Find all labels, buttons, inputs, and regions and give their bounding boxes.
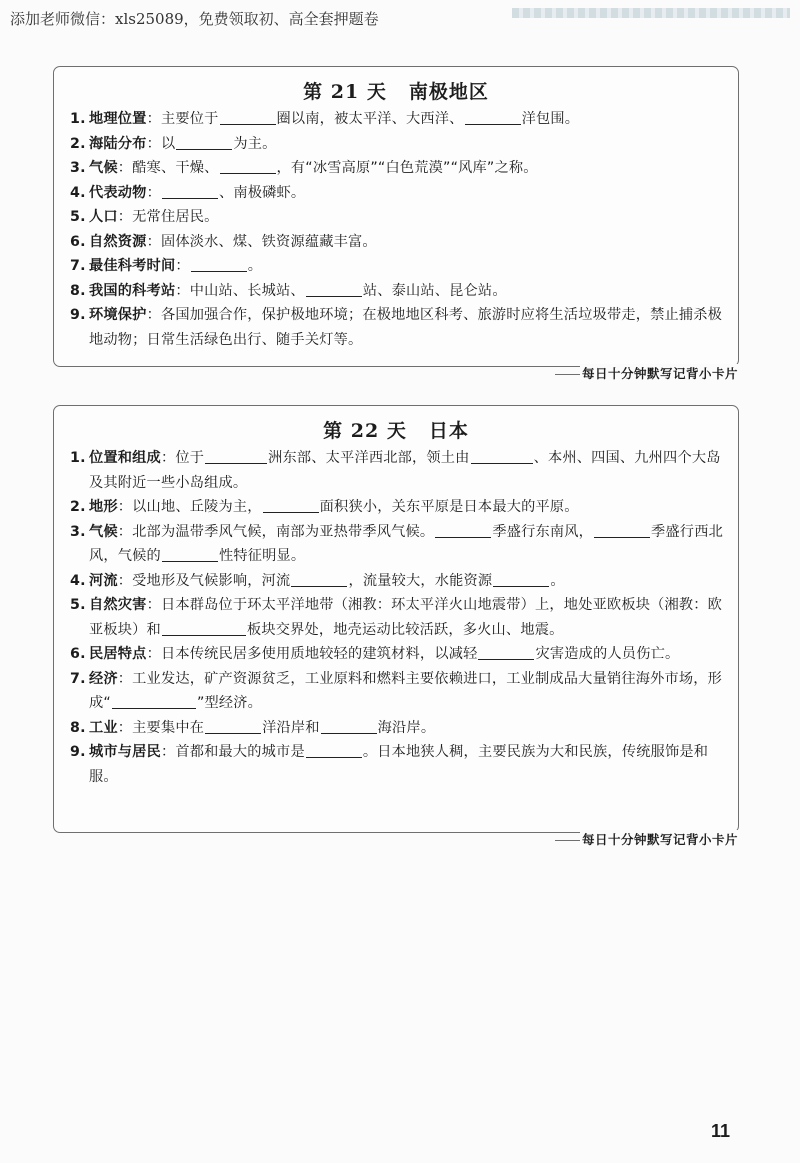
fill-blank[interactable] <box>162 546 218 562</box>
item-text: ：无常住居民。 <box>117 209 219 225</box>
item-text: 。 <box>247 258 263 274</box>
fill-blank[interactable] <box>220 158 276 174</box>
list-item <box>66 254 726 279</box>
fill-blank[interactable] <box>112 693 196 709</box>
list-item <box>66 205 726 230</box>
fill-blank[interactable] <box>291 571 347 587</box>
fill-blank[interactable] <box>162 183 218 199</box>
item-term: 海陆分布 <box>89 135 147 152</box>
item-text: ：各国加强合作，保护极地环境；在极地地区科考、旅游时应将生活垃圾带走，禁止捕杀极地动物；日常生活绿色出行、随手关灯等。 <box>89 307 723 348</box>
item-text: 圈以南，被太平洋、大西洋、 <box>276 111 464 127</box>
item-text: ：主要集中在 <box>117 719 205 736</box>
item-text: 洲东部、太平洋西北部，领土由 <box>268 450 470 466</box>
item-text: ：主要位于 <box>146 111 219 127</box>
fill-blank[interactable] <box>465 109 521 125</box>
item-text: ： <box>146 184 161 201</box>
list-item <box>66 303 726 352</box>
item-text: ：位于 <box>160 450 205 466</box>
list-item <box>66 107 726 132</box>
item-term: 气候 <box>89 523 118 540</box>
list-item <box>66 132 726 157</box>
card-day-22 <box>53 405 739 833</box>
card-day-label: 第 21 天 <box>303 81 387 103</box>
item-term: 最佳科考时间 <box>89 258 176 274</box>
item-number: 2. <box>70 499 86 515</box>
list-item <box>66 230 726 255</box>
item-term: 地理位置 <box>89 111 147 127</box>
list-item <box>66 593 726 642</box>
item-number: 6. <box>70 646 86 662</box>
card-title-day-22 <box>54 416 738 443</box>
item-term: 地形 <box>89 499 118 515</box>
item-term: 位置和组成 <box>89 450 161 466</box>
card-day-21 <box>53 66 739 367</box>
item-number: 9. <box>70 307 86 323</box>
item-text: 海沿岸。 <box>377 719 436 736</box>
item-number: 5. <box>70 597 86 613</box>
item-text: 板块交界处，地壳运动比较活跃，多火山、地震。 <box>246 621 564 638</box>
item-text: 。日本地狭人稠，主要民族为大和民族，传统服饰是和服。 <box>89 744 709 785</box>
item-term: 我国的科考站 <box>89 282 176 299</box>
card-topic-label: 南极地区 <box>408 81 489 103</box>
item-text: 性特征明显。 <box>218 548 306 564</box>
card-footer-label: 每日十分钟默写记背小卡片 <box>581 832 738 847</box>
card-day-label: 第 22 天 <box>323 420 407 442</box>
item-term: 自然资源 <box>89 233 147 250</box>
item-text: 洋沿岸和 <box>262 719 320 736</box>
item-text: ：酷寒、干燥、 <box>117 160 219 176</box>
list-item <box>66 156 726 181</box>
item-text: ”型经济。 <box>196 695 263 711</box>
card-footer-label: 每日十分钟默写记背小卡片 <box>581 366 738 381</box>
list-item <box>66 642 726 667</box>
list-item <box>66 716 726 741</box>
item-text: ：受地形及气候影响，河流 <box>117 572 291 589</box>
item-number: 1. <box>70 450 86 466</box>
fill-blank[interactable] <box>176 134 232 150</box>
item-text: ，有“冰雪高原”“白色荒漠”“风库”之称。 <box>276 160 538 176</box>
fill-blank[interactable] <box>220 109 276 125</box>
fill-blank[interactable] <box>205 448 267 464</box>
page-number: 11 <box>710 1121 730 1141</box>
card-title-day-21 <box>54 77 738 104</box>
item-text: ：以 <box>146 135 176 152</box>
item-number: 8. <box>70 719 86 736</box>
item-text: 季盛行西北风，气候的 <box>89 523 723 564</box>
item-text: 、本州、四国、九州四个大岛及其附近一些小岛组成。 <box>89 450 721 491</box>
item-number: 3. <box>70 523 86 540</box>
list-item <box>66 279 726 304</box>
item-term: 工业 <box>89 719 118 736</box>
list-item <box>66 667 726 716</box>
item-text: ：首都和最大的城市是 <box>160 744 305 760</box>
item-list-day-22 <box>54 446 738 789</box>
item-term: 代表动物 <box>89 184 147 201</box>
item-text: 面积狭小，关东平原是日本最大的平原。 <box>319 499 579 515</box>
item-term: 城市与居民 <box>89 744 161 760</box>
item-text: ，流量较大，水能资源 <box>348 572 493 589</box>
item-number: 7. <box>70 258 86 274</box>
fill-blank[interactable] <box>594 522 650 538</box>
item-text: 为主。 <box>233 135 277 152</box>
fill-blank[interactable] <box>435 522 491 538</box>
item-number: 8. <box>70 282 86 299</box>
item-number: 2. <box>70 135 86 152</box>
fill-blank[interactable] <box>493 571 549 587</box>
list-item <box>66 569 726 594</box>
item-text: ：北部为温带季风气候，南部为亚热带季风气候。 <box>117 523 435 540</box>
list-item <box>66 520 726 569</box>
item-number: 5. <box>70 209 86 225</box>
watermark-text: 添加老师微信：xls25089，免费领取初、高全套押题卷 <box>10 10 379 28</box>
card-topic-label: 日本 <box>428 420 469 442</box>
item-number: 6. <box>70 233 86 250</box>
fill-blank[interactable] <box>471 448 533 464</box>
item-term: 民居特点 <box>89 646 147 662</box>
list-item <box>66 740 726 789</box>
item-term: 经济 <box>89 670 118 687</box>
item-term: 自然灾害 <box>89 597 147 613</box>
item-number: 7. <box>70 670 86 687</box>
top-decorative-band <box>512 8 790 18</box>
fill-blank[interactable] <box>191 256 247 272</box>
item-term: 人口 <box>89 209 118 225</box>
item-number: 4. <box>70 184 86 201</box>
item-term: 环境保护 <box>89 307 147 323</box>
item-text: ：日本群岛位于环太平洋地带（湘教：环太平洋火山地震带）上，地处亚欧板块（湘教：欧亚板块）和 <box>89 597 723 638</box>
item-number: 9. <box>70 744 86 760</box>
item-text: ：日本传统民居多使用质地较轻的建筑材料，以减轻 <box>146 646 478 662</box>
item-text: 洋包围。 <box>521 111 580 127</box>
fill-blank[interactable] <box>162 620 246 636</box>
item-text: 、南极磷虾。 <box>218 184 306 201</box>
item-text: 灾害造成的人员伤亡。 <box>535 646 680 662</box>
item-text: ： <box>175 258 190 274</box>
list-item <box>66 495 726 520</box>
item-number: 4. <box>70 572 86 589</box>
fill-blank[interactable] <box>321 718 377 734</box>
item-number: 3. <box>70 160 86 176</box>
list-item <box>66 181 726 206</box>
item-text: 季盛行东南风， <box>492 523 594 540</box>
fill-blank[interactable] <box>306 281 362 297</box>
item-list-day-21 <box>54 107 738 352</box>
item-text: 站、泰山站、昆仑站。 <box>362 282 507 299</box>
fill-blank[interactable] <box>205 718 261 734</box>
fill-blank[interactable] <box>263 497 319 513</box>
item-term: 河流 <box>89 572 118 589</box>
item-text: ：中山站、长城站、 <box>175 282 305 299</box>
item-text: ：以山地、丘陵为主， <box>117 499 262 515</box>
item-text: ：工业发达，矿产资源贫乏，工业原料和燃料主要依赖进口，工业制成品大量销往海外市场，形成“ <box>89 670 723 711</box>
item-number: 1. <box>70 111 86 127</box>
item-text: 。 <box>550 572 565 589</box>
fill-blank[interactable] <box>306 742 362 758</box>
item-text: ：固体淡水、煤、铁资源蕴藏丰富。 <box>146 233 377 250</box>
list-item <box>66 446 726 495</box>
fill-blank[interactable] <box>478 644 534 660</box>
item-term: 气候 <box>89 160 118 176</box>
